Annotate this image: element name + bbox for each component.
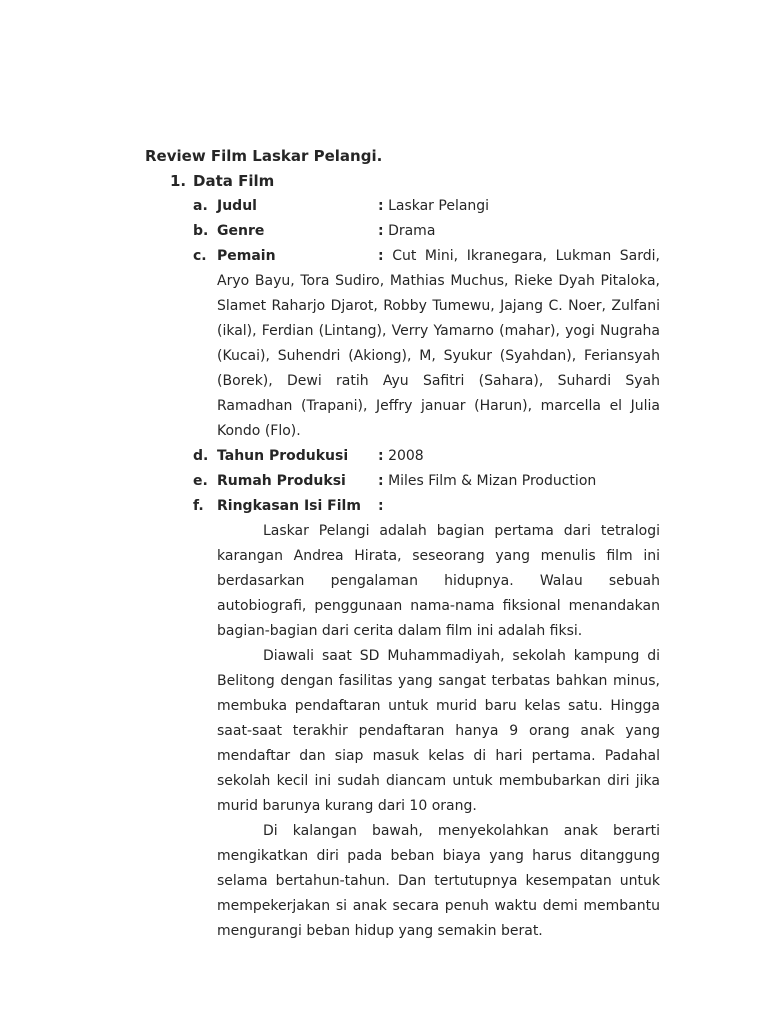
synopsis-paragraphs <box>217 519 660 944</box>
item-value: Laskar Pelangi <box>388 198 490 214</box>
item-letter: d. <box>193 448 209 464</box>
item-label: Genre <box>217 223 265 239</box>
document-title: Review Film Laskar Pelangi. <box>145 147 383 165</box>
item-colon: : <box>378 473 384 489</box>
item-colon: : <box>378 448 384 464</box>
item-pemain <box>193 244 660 444</box>
item-value: Cut Mini, Ikranegara, Lukman Sardi, Aryo Bayu, Tora Sudiro, Mathias Muchus, Rieke Dyah Pitaloka, Slamet Raharjo Djarot, Robby Tumewu, Jajang C. Noer, Zulfani (ikal), Ferdian (Lintang), Verry Yamarno (mahar), yogi Nugraha (Kucai), Suhendri (Akiong), M, Syukur (Syahdan), Feriansyah (Borek), Dewi ratih Ayu Safitri (Sahara), Suhardi Syah Ramadhan (Trapani), Jeffry januar (Harun), marcella el Julia Kondo (Flo). <box>217 248 660 439</box>
item-body <box>217 494 660 519</box>
item-label: Tahun Produkusi <box>217 448 349 464</box>
item-body <box>217 444 660 469</box>
section-heading-label: Data Film <box>193 172 275 190</box>
item-body <box>217 469 660 494</box>
item-colon: : <box>378 198 384 214</box>
item-letter: b. <box>193 223 209 239</box>
synopsis-paragraph-2: Diawali saat SD Muhammadiyah, sekolah kampung di Belitong dengan fasilitas yang sangat terbatas bahkan minus, membuka pendaftaran untuk murid baru kelas satu. Hingga saat-saat terakhir pendaftaran hanya 9 orang anak yang mendaftar dan siap masuk kelas di hari pertama. Padahal sekolah kecil ini sudah diancam untuk membubarkan diri jika murid barunya kurang dari 10 orang. <box>217 648 660 814</box>
item-value: Miles Film & Mizan Production <box>388 473 597 489</box>
item-letter: e. <box>193 473 208 489</box>
item-genre <box>193 219 660 244</box>
item-colon: : <box>378 498 384 514</box>
section-heading-data-film <box>170 169 660 194</box>
item-letter: a. <box>193 198 208 214</box>
item-value: Drama <box>388 223 436 239</box>
item-colon: : <box>378 248 384 264</box>
item-value: 2008 <box>388 448 424 464</box>
item-colon: : <box>378 223 384 239</box>
synopsis-paragraph-1: Laskar Pelangi adalah bagian pertama dari tetralogi karangan Andrea Hirata, seseorang yang menulis film ini berdasarkan pengalaman hidupnya. Walau sebuah autobiografi, penggunaan nama-nama fiksional menandakan bagian-bagian dari cerita dalam film ini adalah fiksi. <box>217 523 660 639</box>
item-body <box>217 194 660 219</box>
item-label: Ringkasan Isi Film <box>217 498 361 514</box>
item-body <box>217 244 660 444</box>
synopsis-paragraph-3: Di kalangan bawah, menyekolahkan anak berarti mengikatkan diri pada beban biaya yang harus ditanggung selama bertahun-tahun. Dan tertutupnya kesempatan untuk mempekerjakan si anak secara penuh waktu demi membantu mengurangi beban hidup yang semakin berat. <box>217 823 660 939</box>
section-number: 1. <box>170 172 187 190</box>
item-ringkasan-isi-film <box>193 494 660 519</box>
item-tahun-produkusi <box>193 444 660 469</box>
item-letter: c. <box>193 248 207 264</box>
item-letter: f. <box>193 498 204 514</box>
item-judul <box>193 194 660 219</box>
item-label: Rumah Produksi <box>217 473 346 489</box>
item-body <box>217 219 660 244</box>
item-rumah-produksi <box>193 469 660 494</box>
item-label: Pemain <box>217 248 276 264</box>
item-label: Judul <box>217 198 257 214</box>
